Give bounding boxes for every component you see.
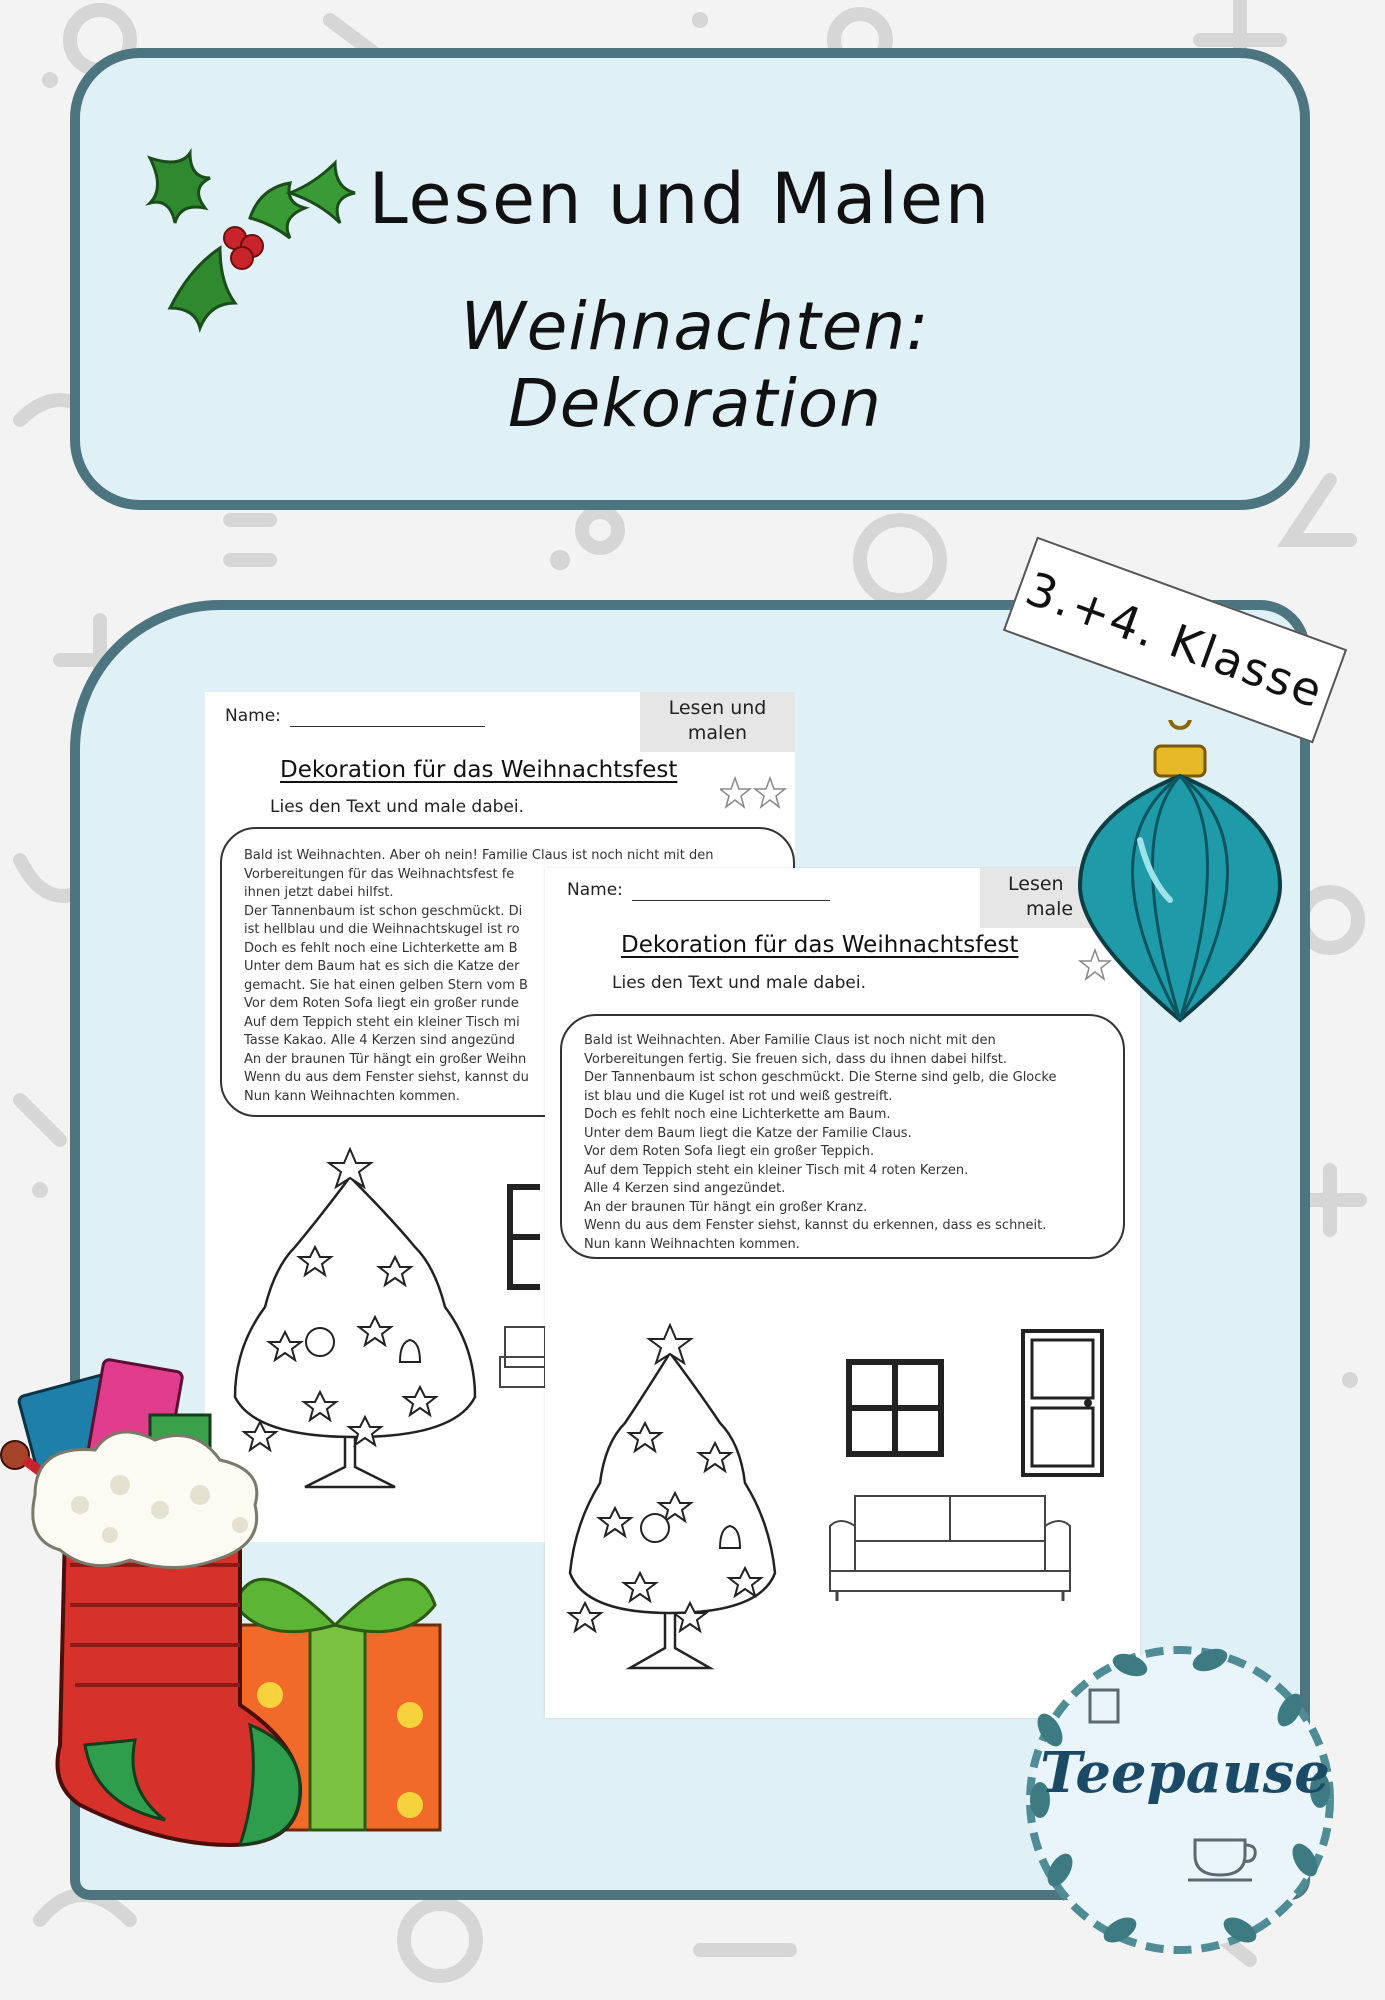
tag-line-1: Lesen xyxy=(1008,873,1064,895)
text-line: Bald ist Weihnachten. Aber Familie Claus ist noch nicht mit den xyxy=(584,1033,996,1048)
reading-text-box xyxy=(560,1014,1125,1259)
page-subtitle: Weihnachten: Dekoration xyxy=(460,288,930,442)
text-line: Auf dem Teppich steht ein kleiner Tisch mit 4 roten Kerzen. xyxy=(584,1162,969,1178)
text-line: Unter dem Baum liegt die Katze der Familie Claus. xyxy=(584,1125,912,1141)
tag-line-2: male xyxy=(1026,898,1074,920)
text-line: Vorbereitungen für das Weihnachtsfest fe xyxy=(244,866,515,882)
tag-line-2: malen xyxy=(687,722,748,744)
sofa-icon xyxy=(495,1317,545,1407)
text-line: Wenn du aus dem Fenster siehst, kannst du erkennen, dass es schneit. xyxy=(584,1218,1047,1233)
text-line: Tasse Kakao. Alle 4 Kerzen sind angezünd xyxy=(244,1033,516,1048)
logo-text: Teepause xyxy=(1040,1740,1330,1806)
tag-line-1: Lesen und xyxy=(668,697,767,719)
text-line: ist hellblau und die Weihnachtskugel ist ro xyxy=(244,922,520,937)
text-line: Auf dem Teppich steht ein kleiner Tisch mi xyxy=(244,1014,520,1030)
name-label: Name: xyxy=(225,706,281,726)
christmas-tree-icon xyxy=(555,1323,785,1683)
name-line xyxy=(290,726,485,727)
worksheet-title: Dekoration für das Weihnachtsfest xyxy=(621,932,1019,958)
door-icon xyxy=(505,1182,545,1292)
star-icon xyxy=(720,776,790,816)
text-line: An der braunen Tür hängt ein großer Kranz. xyxy=(584,1199,868,1215)
text-line: gemacht. Sie hat einen gelben Stern vom B xyxy=(244,977,528,993)
text-line: Doch es fehlt noch eine Lichterkette am B xyxy=(244,940,518,956)
text-line: Vor dem Roten Sofa liegt ein großer runde xyxy=(244,996,519,1011)
sofa-icon xyxy=(825,1486,1075,1606)
text-line: ist blau und die Kugel ist rot und weiß gestreift. xyxy=(584,1088,893,1104)
name-line xyxy=(632,900,830,901)
worksheet-tag xyxy=(640,692,795,752)
text-line: Doch es fehlt noch eine Lichterkette am Baum. xyxy=(584,1107,891,1122)
text-line: Unter dem Baum hat es sich die Katze der xyxy=(244,959,520,974)
title-card xyxy=(70,48,1310,510)
text-line: Vor dem Roten Sofa liegt ein großer Teppich. xyxy=(584,1144,875,1159)
text-line: Wenn du aus dem Fenster siehst, kannst du xyxy=(244,1070,529,1085)
worksheet-front xyxy=(545,868,1140,1718)
instruction-text: Lies den Text und male dabei. xyxy=(612,973,867,993)
text-line: An der braunen Tür hängt ein großer Weihn xyxy=(244,1051,527,1067)
text-line: Bald ist Weihnachten. Aber oh nein! Familie Claus ist noch nicht mit den xyxy=(244,848,714,863)
text-line: Der Tannenbaum ist schon geschmückt. Die Sterne sind gelb, die Glocke xyxy=(584,1070,1057,1085)
text-line: Vorbereitungen fertig. Sie freuen sich, dass du ihnen dabei hilfst. xyxy=(584,1051,1007,1067)
grade-label: 3.+4. Klasse xyxy=(1003,537,1347,744)
text-line: Nun kann Weihnachten kommen. xyxy=(584,1236,800,1252)
ornament-icon xyxy=(1070,720,1290,1030)
name-label: Name: xyxy=(567,880,623,900)
stocking-icon xyxy=(0,1355,480,1875)
worksheet-title: Dekoration für das Weihnachtsfest xyxy=(280,757,678,783)
window-icon xyxy=(845,1358,945,1458)
page-title: Lesen und Malen xyxy=(368,158,992,240)
door-icon xyxy=(1020,1328,1105,1478)
text-line: ihnen jetzt dabei hilfst. xyxy=(244,885,394,900)
instruction-text: Lies den Text und male dabei. xyxy=(270,797,525,817)
text-line: Der Tannenbaum ist schon geschmückt. Di xyxy=(244,903,523,919)
text-line: Nun kann Weihnachten kommen. xyxy=(244,1088,460,1104)
text-line: Alle 4 Kerzen sind angezündet. xyxy=(584,1181,786,1196)
